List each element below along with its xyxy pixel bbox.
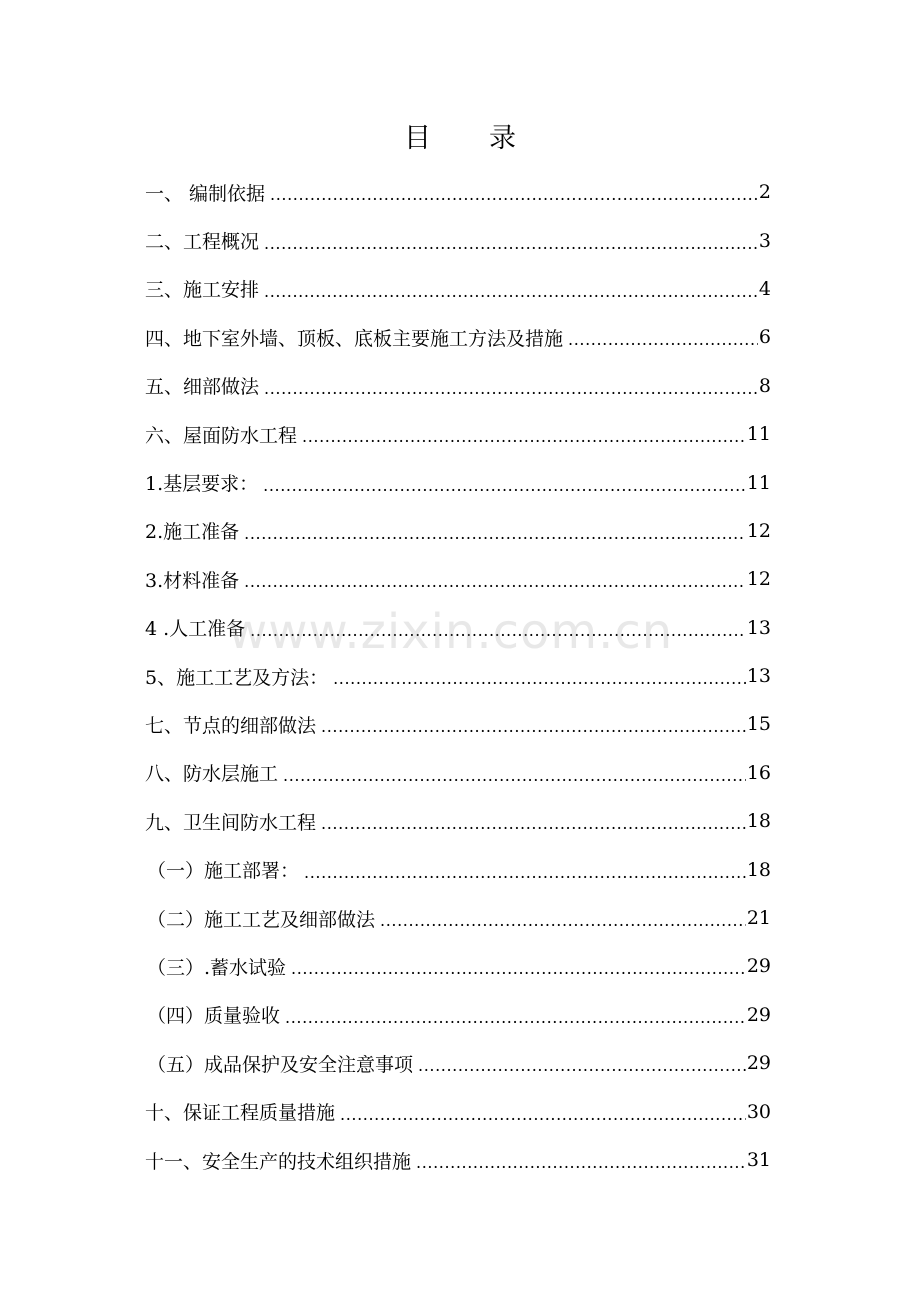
- toc-leader-dots: [264, 231, 758, 251]
- toc-entry-label: （四）质量验收: [147, 1005, 281, 1028]
- toc-leader-dots: [304, 860, 746, 880]
- toc-entry[interactable]: [145, 845, 771, 893]
- toc-entry-label: （五）成品保护及安全注意事项: [147, 1053, 414, 1076]
- table-of-contents: [145, 168, 771, 1184]
- toc-entry[interactable]: [145, 991, 771, 1039]
- toc-entry[interactable]: [145, 216, 771, 264]
- toc-entry-page: 18: [746, 810, 771, 833]
- toc-entry-page: 29: [746, 1003, 771, 1026]
- toc-leader-dots: [244, 569, 746, 589]
- watermark: www.zixin.com.cn: [228, 604, 674, 660]
- toc-leader-dots: [285, 1005, 746, 1025]
- title-char-1: 目: [404, 123, 431, 154]
- toc-entry-page: 11: [746, 423, 771, 446]
- toc-entry-label: 九、卫生间防水工程: [145, 811, 317, 834]
- toc-entry[interactable]: [145, 894, 771, 942]
- toc-leader-dots: [416, 1150, 746, 1170]
- toc-entry-page: 30: [746, 1100, 771, 1123]
- toc-entry[interactable]: [145, 700, 771, 748]
- toc-entry-page: 21: [746, 907, 771, 930]
- toc-entry[interactable]: [145, 749, 771, 797]
- toc-entry-label: 一、 编制依据: [145, 182, 266, 205]
- title-char-2: 录: [489, 123, 516, 154]
- toc-leader-dots: [380, 908, 746, 928]
- toc-entry-label: 3.材料准备: [145, 569, 240, 592]
- toc-entry-page: 3: [758, 229, 771, 252]
- toc-entry[interactable]: [145, 313, 771, 361]
- toc-leader-dots: [291, 956, 746, 976]
- toc-entry-label: 四、地下室外墙、顶板、底板主要施工方法及措施: [145, 327, 564, 350]
- toc-entry-page: 13: [746, 616, 771, 639]
- toc-entry-label: 六、屋面防水工程: [145, 424, 298, 447]
- toc-entry-label: （二）施工工艺及细部做法: [147, 908, 376, 931]
- toc-leader-dots: [418, 1053, 746, 1073]
- toc-entry-page: 16: [746, 761, 771, 784]
- toc-entry[interactable]: [145, 1087, 771, 1135]
- toc-entry[interactable]: [145, 507, 771, 555]
- toc-entry-page: 29: [746, 955, 771, 978]
- toc-entry-page: 8: [758, 374, 771, 397]
- toc-entry-page: 15: [746, 713, 771, 736]
- toc-entry[interactable]: [145, 942, 771, 990]
- toc-leader-dots: [321, 714, 746, 734]
- toc-entry-page: 6: [758, 326, 771, 349]
- toc-entry[interactable]: [145, 1039, 771, 1087]
- toc-entry-page: 4: [758, 277, 771, 300]
- page-title: [0, 116, 920, 155]
- toc-leader-dots: [283, 763, 746, 783]
- toc-entry[interactable]: [145, 362, 771, 410]
- toc-leader-dots: [568, 327, 758, 347]
- toc-entry-label: 五、细部做法: [145, 376, 260, 399]
- toc-entry[interactable]: [145, 1136, 771, 1184]
- toc-entry-label: 七、节点的细部做法: [145, 714, 317, 737]
- toc-leader-dots: [264, 376, 758, 396]
- toc-entry[interactable]: [145, 168, 771, 216]
- toc-entry-label: 4 .人工准备: [145, 618, 246, 641]
- toc-entry[interactable]: [145, 604, 771, 652]
- toc-entry-label: 三、施工安排: [145, 279, 260, 302]
- toc-entry[interactable]: [145, 410, 771, 458]
- toc-entry-page: 29: [746, 1052, 771, 1075]
- toc-entry-page: 18: [746, 858, 771, 881]
- toc-entry-label: 八、防水层施工: [145, 763, 279, 786]
- toc-entry-page: 12: [746, 519, 771, 542]
- toc-leader-dots: [263, 473, 746, 493]
- toc-entry[interactable]: [145, 265, 771, 313]
- toc-leader-dots: [244, 521, 746, 541]
- toc-leader-dots: [270, 182, 758, 202]
- toc-entry-page: 11: [746, 471, 771, 494]
- toc-entry-page: 2: [758, 181, 771, 204]
- toc-entry[interactable]: [145, 652, 771, 700]
- toc-entry-label: 5、施工工艺及方法：: [145, 666, 329, 689]
- toc-entry-label: （三）.蓄水试验: [147, 956, 287, 979]
- toc-entry-label: 十一、安全生产的技术组织措施: [145, 1150, 412, 1173]
- toc-entry-label: 二、工程概况: [145, 231, 260, 254]
- toc-leader-dots: [264, 279, 758, 299]
- toc-entry-label: 2.施工准备: [145, 521, 240, 544]
- toc-entry-page: 12: [746, 568, 771, 591]
- toc-entry[interactable]: [145, 458, 771, 506]
- toc-leader-dots: [333, 666, 746, 686]
- toc-leader-dots: [302, 424, 746, 444]
- toc-leader-dots: [321, 811, 746, 831]
- toc-entry-page: 13: [746, 665, 771, 688]
- toc-entry-label: 十、保证工程质量措施: [145, 1102, 336, 1125]
- toc-entry[interactable]: [145, 555, 771, 603]
- toc-leader-dots: [340, 1102, 746, 1122]
- toc-entry[interactable]: [145, 797, 771, 845]
- toc-leader-dots: [250, 618, 746, 638]
- toc-entry-label: 1.基层要求：: [145, 473, 259, 496]
- toc-entry-page: 31: [746, 1149, 771, 1171]
- toc-entry-label: （一）施工部署：: [147, 860, 300, 883]
